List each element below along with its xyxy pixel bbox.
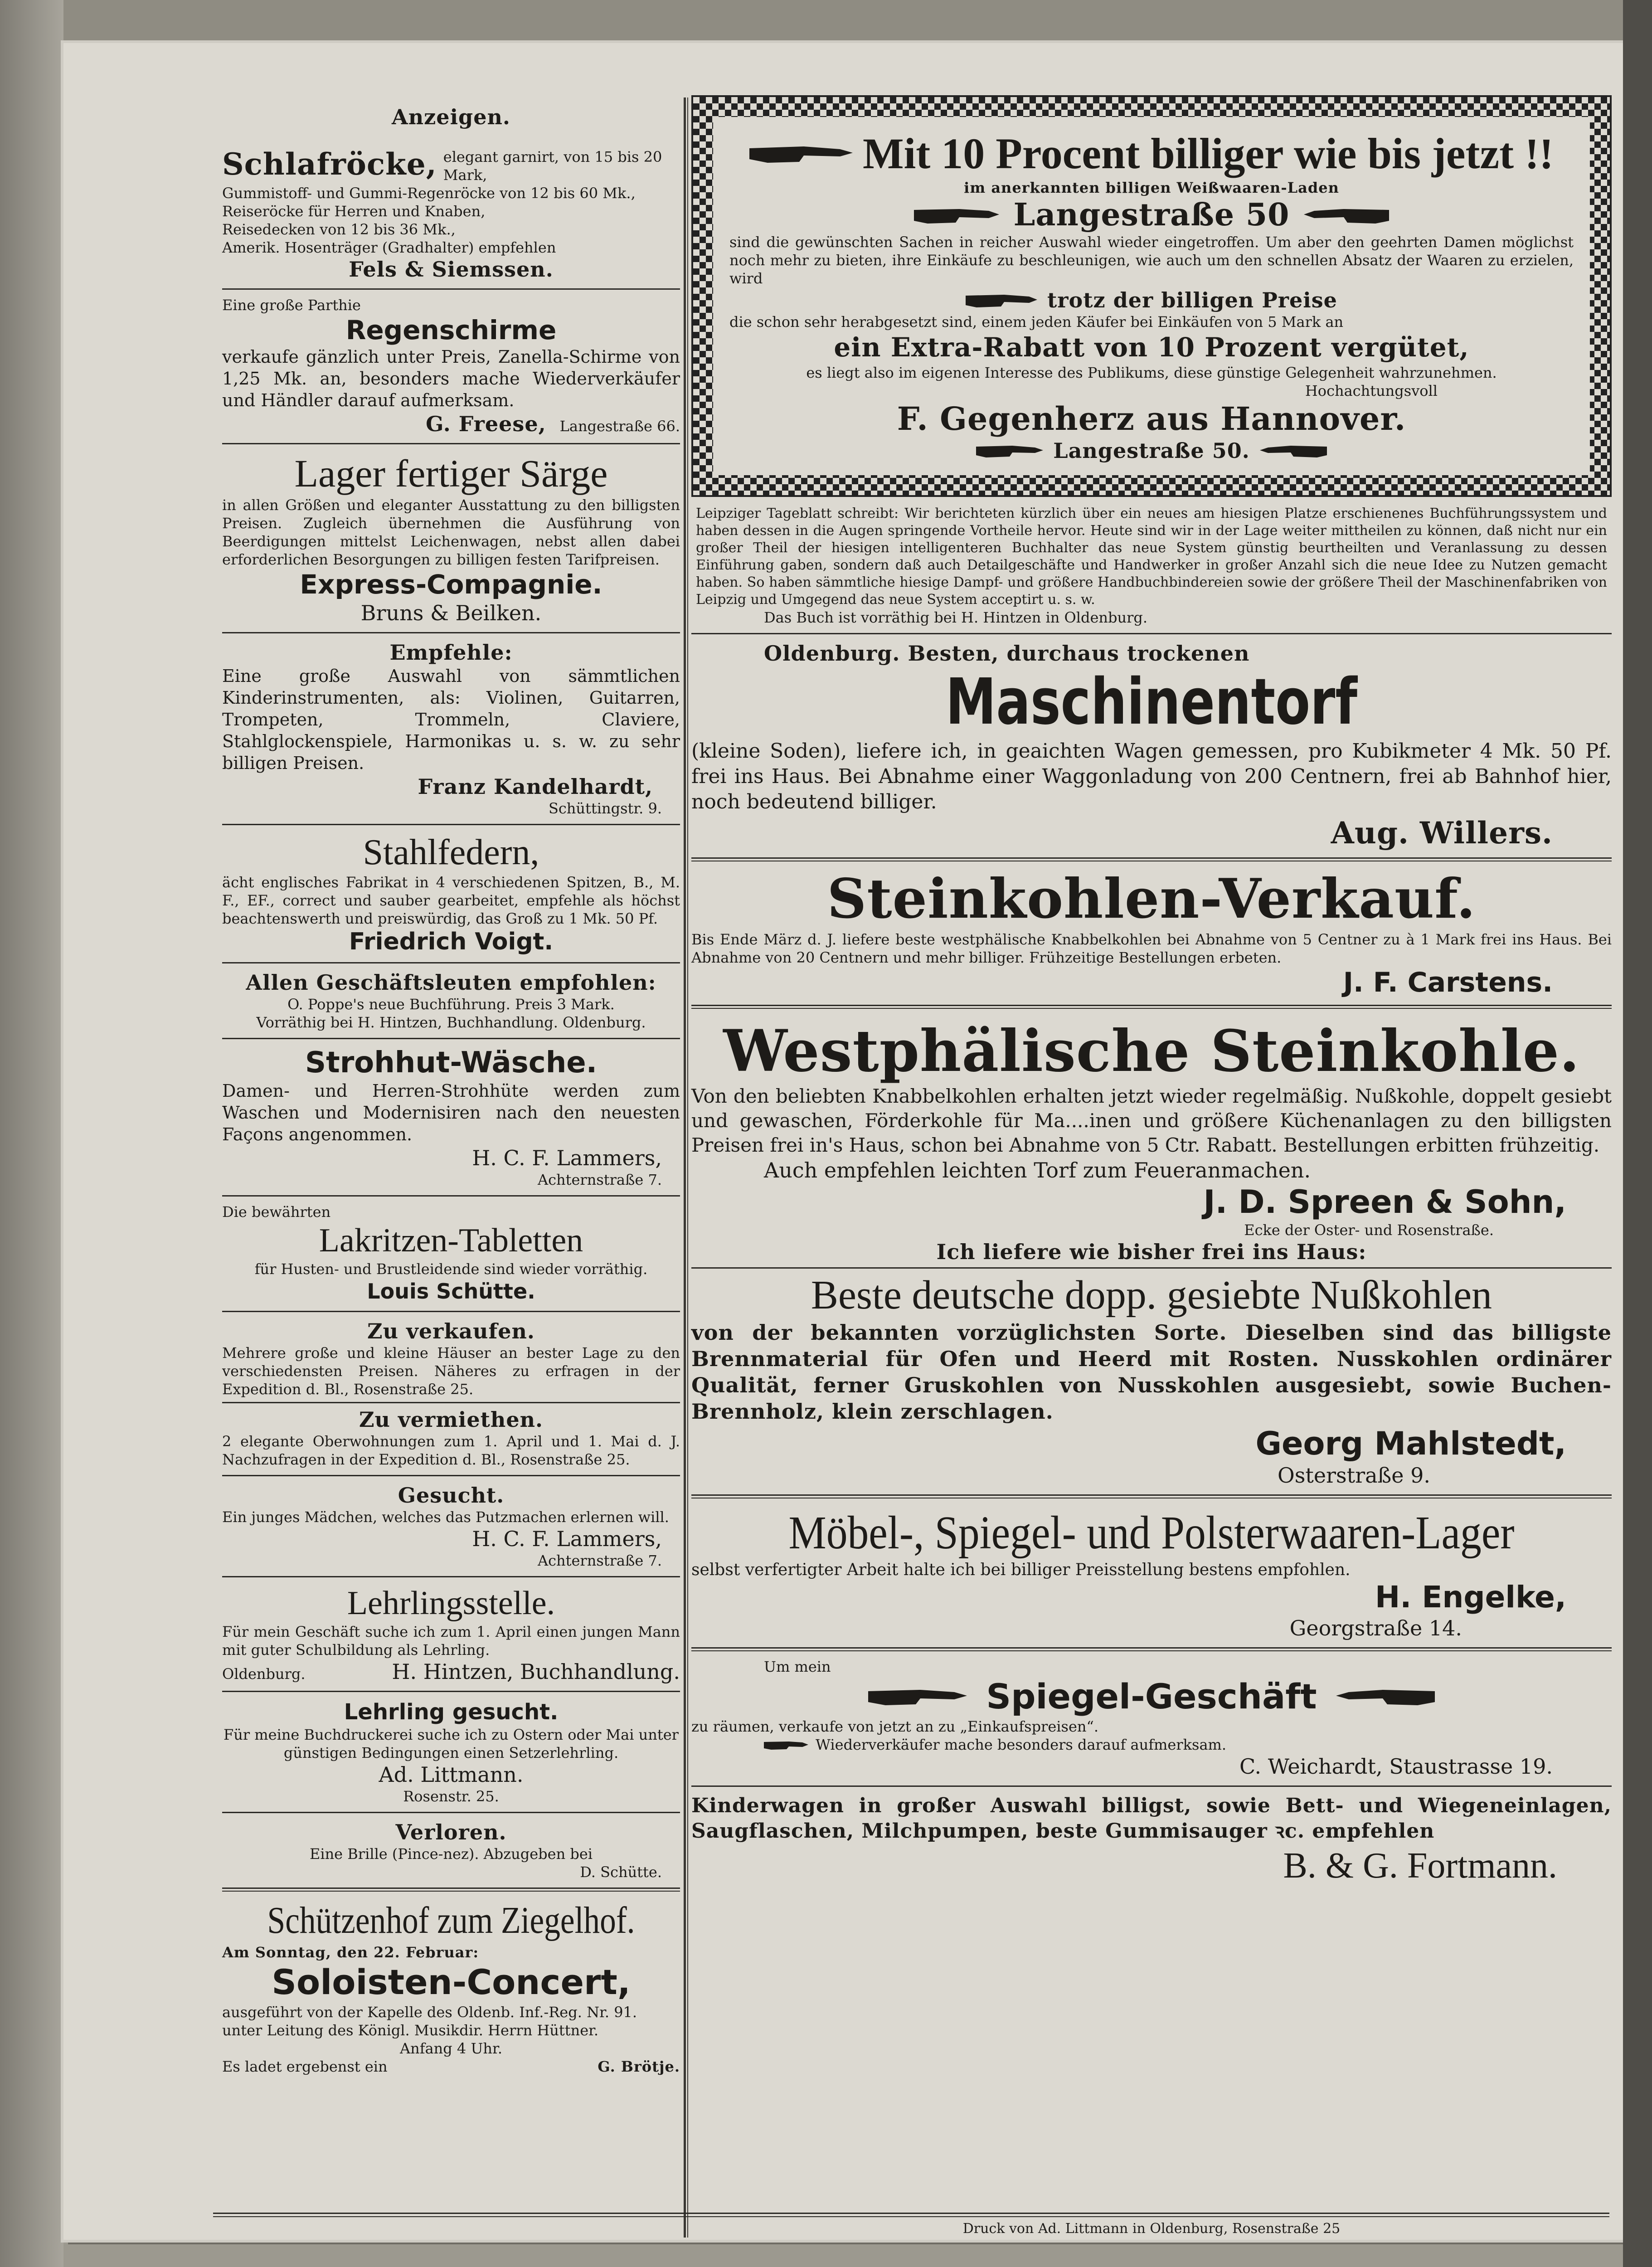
ad-saerge — [222, 451, 680, 626]
ad-title: Empfehle: — [389, 640, 513, 665]
imprint: Druck von Ad. Littmann in Oldenburg, Rosenstraße 25 — [962, 2221, 1341, 2237]
ad-intro: Ich liefere wie bisher frei ins Haus: — [936, 1240, 1367, 1264]
pointing-hand-icon — [976, 442, 1044, 460]
pointing-hand-icon — [764, 1738, 809, 1751]
ad-street: Langestraße 50 — [1013, 197, 1290, 233]
scanner-edge — [1623, 0, 1652, 2267]
ad-intro: Oldenburg. Besten, durchaus trockenen — [764, 641, 1250, 666]
ad-signature: Georg Mahlstedt, — [1255, 1425, 1566, 1462]
ad-signature: Aug. Willers. — [1331, 815, 1553, 851]
ad-text: Auch empfehlen leichten Torf zum Feueranmachen. — [764, 1158, 1311, 1182]
book-binding — [0, 0, 63, 2267]
separator — [222, 1475, 680, 1476]
ad-signature: Louis Schütte. — [367, 1279, 535, 1304]
ad-engelke — [691, 1505, 1612, 1641]
separator-double — [691, 857, 1612, 861]
ad-signature: Bruns & Beilken. — [360, 601, 542, 625]
page-heading: Anzeigen. — [392, 105, 510, 129]
ad-text: Bis Ende März d. J. liefere beste westphälische Knabbelkohlen bei Abnahme von 5 Centner zu à 1 Mark frei ins Haus. Bei Abnahme von 20 Centnern und mehr billiger. Frühzeitige Bestellungen erbeten. — [691, 931, 1612, 966]
ad-title: Möbel-, Spiegel- und Polsterwaaren-Lager — [788, 1507, 1515, 1559]
ad-text: für Husten- und Brustleidende sind wieder vorräthig. — [254, 1260, 648, 1278]
ad-schlafroecke — [222, 148, 680, 282]
pointing-hand-icon — [1335, 1684, 1435, 1709]
ad-text: selbst verfertigter Arbeit halte ich bei billiger Preisstellung bestens empfohlen. — [691, 1561, 1351, 1579]
ad-address: Rosenstr. 25. — [403, 1788, 499, 1805]
ad-invite: Es ladet ergebenst ein — [222, 2058, 388, 2075]
ad-gesucht — [222, 1483, 680, 1570]
separator — [222, 632, 680, 633]
ad-torf — [691, 641, 1612, 851]
ad-title: Strohhut-Wäsche. — [305, 1046, 597, 1080]
ad-concert: Soloisten-Concert, — [272, 1962, 631, 2002]
ad-rabatt: ein Extra-Rabatt von 10 Prozent vergütet, — [834, 332, 1469, 363]
separator-double — [691, 1647, 1612, 1651]
pointing-hand-icon — [914, 204, 1000, 226]
ad-title: Mit 10 Procent billiger wie bis jetzt !! — [863, 129, 1554, 178]
ad-steinkohlen — [691, 868, 1612, 998]
ad-title: Lakritzen-Tabletten — [319, 1222, 583, 1259]
pointing-hand-icon — [749, 140, 854, 167]
ad-gegenherz — [691, 95, 1612, 497]
column-divider — [684, 97, 686, 2238]
ad-text: Für mein Geschäft suche ich zum 1. April einen jungen Mann mit guter Schulbildung als Lehrling. — [222, 1623, 680, 1659]
ad-kandelhardt — [222, 640, 680, 817]
left-column — [222, 104, 680, 2076]
ad-title: Lehrling gesucht. — [344, 1699, 559, 1725]
ad-place: Oldenburg. — [222, 1665, 306, 1683]
ad-title: Westphälische Steinkohle. — [723, 1017, 1580, 1085]
ad-signature: G. Freese, — [426, 412, 546, 436]
separator — [222, 824, 680, 825]
ad-intro: Um mein — [764, 1658, 831, 1675]
ad-address: Achternstraße 7. — [537, 1171, 662, 1188]
ad-title: Lehrlingsstelle. — [347, 1585, 555, 1622]
ad-address: Osterstraße 9. — [1278, 1463, 1430, 1488]
ad-strohhut — [222, 1046, 680, 1189]
ad-lehrlingsstelle — [222, 1584, 680, 1684]
ad-address: Georgstraße 14. — [1289, 1616, 1462, 1640]
column-divider-thin — [687, 97, 688, 2238]
ad-address: Achternstraße 7. — [537, 1552, 662, 1569]
ad-westphaelische — [691, 1018, 1612, 1239]
separator — [222, 1311, 680, 1312]
ad-signature: C. Weichardt, Staustrasse 19. — [1239, 1754, 1553, 1779]
separator — [222, 1195, 680, 1197]
ad-text: Für meine Buchdruckerei suche ich zu Ostern oder Mai unter günstigen Bedingungen einen Setzerlehrling. — [224, 1726, 679, 1761]
separator — [222, 1038, 680, 1039]
ad-signature: Franz Kandelhardt, — [418, 774, 653, 799]
pointing-hand-icon — [1259, 442, 1327, 460]
ad-signature: Friedrich Voigt. — [349, 928, 554, 955]
ad-greeting: Hochachtungsvoll — [1305, 382, 1438, 399]
ad-title: Schützenhof zum Ziegelhof. — [267, 1899, 635, 1941]
ad-title: Allen Geschäftsleuten empfohlen: — [246, 970, 656, 995]
ad-title: Maschinentorf — [945, 665, 1358, 739]
ad-text: elegant garnirt, von 15 bis 20 Mark, — [443, 148, 662, 184]
ad-text: Mehrere große und kleine Häuser an bester Lage zu den verschiedensten Preisen. Näheres zu erfragen in der Expedition d. Bl., Rosenstraße 25. — [222, 1344, 680, 1398]
ad-signature: H. C. F. Lammers, — [472, 1146, 662, 1170]
separator-double — [691, 1494, 1612, 1498]
ad-weichardt — [691, 1658, 1612, 1779]
ad-subtitle: im anerkannten billigen Weißwaaren-Laden — [964, 179, 1339, 196]
separator-double — [222, 1888, 680, 1892]
ad-intro: Die bewährten — [222, 1203, 331, 1221]
ad-text: von der bekannten vorzüglichsten Sorte. Dieselben sind das billigste Brennmaterial für Ofen und Heerd mit Rosten. Nusskohlen ordinärer Qualität, ferner Gruskohlen von Nusskohlen ausgesiebt, sowie Buchen-Brennholz, klein zerschlagen. — [691, 1320, 1612, 1424]
ad-text: verkaufe gänzlich unter Preis, Zanella-Schirme von 1,25 Mk. an, besonders mache Wiederverkäufer und Händler darauf aufmerksam. — [222, 347, 680, 410]
ad-lehrling — [222, 1698, 680, 1805]
separator — [222, 1691, 680, 1692]
pointing-hand-icon — [966, 290, 1038, 310]
ad-address: Schüttingstr. 9. — [548, 800, 662, 817]
separator — [222, 1812, 680, 1813]
ad-text: O. Poppe's neue Buchführung. Preis 3 Mark. — [287, 996, 615, 1013]
ad-verkaufen — [222, 1318, 680, 1398]
ad-signature: H. Hintzen, Buchhandlung. — [392, 1659, 680, 1684]
ad-text: Wiederverkäufer mache besonders darauf aufmerksam. — [816, 1736, 1227, 1753]
ad-signature: B. & G. Fortmann. — [1283, 1846, 1557, 1886]
ad-text: Reisedecken von 12 bis 36 Mk., — [222, 221, 456, 238]
ad-stahlfedern — [222, 832, 680, 956]
separator — [691, 1267, 1612, 1269]
footer-rule — [213, 2213, 1609, 2214]
ad-title: Zu verkaufen. — [367, 1319, 535, 1343]
separator — [222, 1576, 680, 1577]
ad-signature: Ad. Littmann. — [379, 1762, 524, 1787]
pointing-hand-icon — [868, 1684, 968, 1709]
ad-title: Steinkohlen-Verkauf. — [827, 867, 1476, 931]
page-stack-edge — [63, 2240, 1623, 2267]
ad-title: Regenschirme — [345, 315, 557, 345]
ad-text: ächt englisches Fabrikat in 4 verschiedenen Spitzen, B., M. F., EF., correct und sauber gearbeitet, empfehle als höchst beachtenswerth und preiswürdig, das Groß zu 1 Mk. 50 Pf. — [222, 874, 680, 927]
ad-text: in allen Größen und eleganter Ausstattung zu den billigsten Preisen. Zugleich übernehmen die Ausführung von Beerdigungen mittelst Leichenwagen, nebst allen dabei erforderlichen Besorgungen zu billigen festen Tarifpreisen. — [222, 496, 680, 568]
ad-intro: Eine große Parthie — [222, 297, 361, 314]
right-column — [691, 95, 1612, 1888]
ad-verloren — [222, 1819, 680, 1881]
ad-vermiethen — [222, 1407, 680, 1469]
ad-signature: J. D. Spreen & Sohn, — [1203, 1183, 1566, 1221]
ad-text: Kinderwagen in großer Auswahl billigst, sowie Bett- und Wiegeneinlagen, Saugflaschen, Milchpumpen, beste Gummisauger ꝛc. empfehlen — [691, 1794, 1612, 1843]
ad-text: Eine große Auswahl von sämmtlichen Kinderinstrumenten, als: Violinen, Guitarren, Trompeten, Trommeln, Claviere, Stahlglockenspiele, Harmonikas u. s. w. zu sehr billigen Preisen. — [222, 666, 680, 773]
ad-text: Ein junges Mädchen, welches das Putzmachen erlernen will. — [222, 1508, 669, 1526]
ad-regenschirme — [222, 296, 680, 437]
ad-title: Gesucht. — [398, 1483, 505, 1508]
ad-signature: H. Engelke, — [1375, 1580, 1566, 1615]
ad-text: Vorräthig bei H. Hintzen, Buchhandlung. Oldenburg. — [256, 1014, 646, 1031]
ad-address: Langestraße 66. — [559, 418, 680, 435]
separator-double — [691, 1005, 1612, 1009]
ad-title: Verloren. — [395, 1820, 507, 1844]
ad-poppe — [222, 970, 680, 1031]
footer-rule-thin — [213, 2216, 1609, 2217]
ad-signature: D. Schütte. — [580, 1863, 662, 1881]
ad-lakritzen — [222, 1203, 680, 1304]
ad-text: Amerik. Hosenträger (Gradhalter) empfehlen — [222, 239, 556, 256]
ad-availability: Das Buch ist vorräthig bei H. Hintzen in Oldenburg. — [764, 609, 1148, 626]
pointing-hand-icon — [1303, 204, 1389, 226]
ad-title: Lager fertiger Särge — [294, 452, 608, 495]
ad-text: zu räumen, verkaufe von jetzt an zu „Einkaufspreisen“. — [691, 1718, 1099, 1735]
ad-text: sind die gewünschten Sachen in reicher Auswahl wieder eingetroffen. Um aber den geehrten Damen möglichst noch mehr zu bieten, ihre Einkäufe zu beschleunigen, wie auch um den schnellen Absatz der Waaren zu erzielen, wird — [729, 234, 1574, 287]
ad-title: Spiegel-Geschäft — [986, 1676, 1317, 1717]
ad-text: es liegt also im eigenen Interesse des Publikums, diese günstige Gelegenheit wahrzunehmen. — [806, 364, 1497, 381]
ad-text: Von den beliebten Knabbelkohlen erhalten jetzt wieder regelmäßig. Nußkohle, doppelt gesiebt und gewaschen, Förderkohle für Ma....inen und größere Küchenanlagen zu den billigsten Preisen frei in's Haus, schon bei Abnahme von 5 Ctr. Rabatt. Bestellungen erbitten frühzeitig. — [691, 1085, 1612, 1156]
separator — [222, 962, 680, 963]
ad-date: Am Sonntag, den 22. Februar: — [222, 1944, 479, 1961]
ad-text: ausgeführt von der Kapelle des Oldenb. Inf.-Reg. Nr. 91. unter Leitung des Königl. Musikdir. Herrn Hüttner. — [222, 2004, 637, 2039]
ad-start: Anfang 4 Uhr. — [400, 2040, 502, 2057]
ad-text: Gummistoff- und Gummi-Regenröcke von 12 bis 60 Mk., — [222, 185, 636, 202]
ad-highlight: trotz der billigen Preise — [1047, 288, 1337, 312]
ad-title: Stahlfedern, — [363, 832, 539, 872]
separator — [691, 1785, 1612, 1787]
ad-signature: G. Brötje. — [598, 2058, 680, 2075]
ad-text: Reiseröcke für Herren und Knaben, — [222, 203, 486, 220]
ad-signature: J. F. Carstens. — [1343, 967, 1553, 998]
ad-text: Leipziger Tageblatt schreibt: Wir berichteten kürzlich über ein neues am hiesigen Platze erschienenes Buchführungssystem und haben dessen in die Augen springende Vortheile hervor. Heute sind wir in der Lage weiter mittheilen zu können, daß nicht nur ein großer Theil der hiesigen intelligenteren Buchhalter das neue System günstig beurtheilten und Veranlassung zu dessen Einführung gaben, sondern daß auch Detailgeschäfte und Handwerker in großer Anzahl sich die neue Idee zu Nutzen gemacht haben. So haben sämmtliche hiesige Dampf- und größere Handbuchbindereien sowie der größere Theil der Maschinenfabriken von Leipzig und Umgegend das neue System acceptirt u. s. w. — [696, 506, 1607, 608]
ad-text: (kleine Soden), liefere ich, in geaichten Wagen gemessen, pro Kubikmeter 4 Mk. 50 Pf. frei ins Haus. Bei Abnahme einer Waggonladung von 200 Centnern, frei ab Bahnhof hier, noch bedeutend billiger. — [691, 739, 1612, 813]
ad-mahlstedt — [691, 1239, 1612, 1488]
ad-title: Zu vermiethen. — [359, 1407, 544, 1432]
ad-text: die schon sehr herabgesetzt sind, einem jeden Käufer bei Einkäufen von 5 Mark an — [729, 313, 1344, 331]
separator — [222, 443, 680, 444]
ad-text: Damen- und Herren-Strohhüte werden zum Waschen und Modernisiren nach den neuesten Façons angenommen. — [222, 1081, 680, 1144]
ad-signature: F. Gegenherz aus Hannover. — [897, 400, 1406, 438]
separator — [222, 288, 680, 290]
ad-schuetzenhof — [222, 1898, 680, 2076]
ad-address: Ecke der Oster- und Rosenstraße. — [1244, 1221, 1494, 1239]
ad-address: Langestraße 50. — [1053, 438, 1250, 463]
ad-title: Schlafröcke, — [222, 146, 437, 182]
separator — [691, 633, 1612, 634]
ad-title: Beste deutsche dopp. gesiebte Nußkohlen — [811, 1273, 1492, 1318]
ad-tageblatt — [691, 505, 1612, 627]
ad-text: 2 elegante Oberwohnungen zum 1. April und 1. Mai d. J. Nachzufragen in der Expedition d. Bl., Rosenstraße 25. — [222, 1433, 680, 1468]
ad-text: Eine Brille (Pince-nez). Abzugeben bei — [309, 1845, 593, 1863]
separator — [222, 1402, 680, 1403]
ad-signature: H. C. F. Lammers, — [472, 1527, 662, 1551]
ad-fortmann — [691, 1793, 1612, 1888]
ad-signature: Fels & Siemssen. — [349, 257, 554, 282]
ad-signature: Express-Compagnie. — [300, 569, 602, 600]
